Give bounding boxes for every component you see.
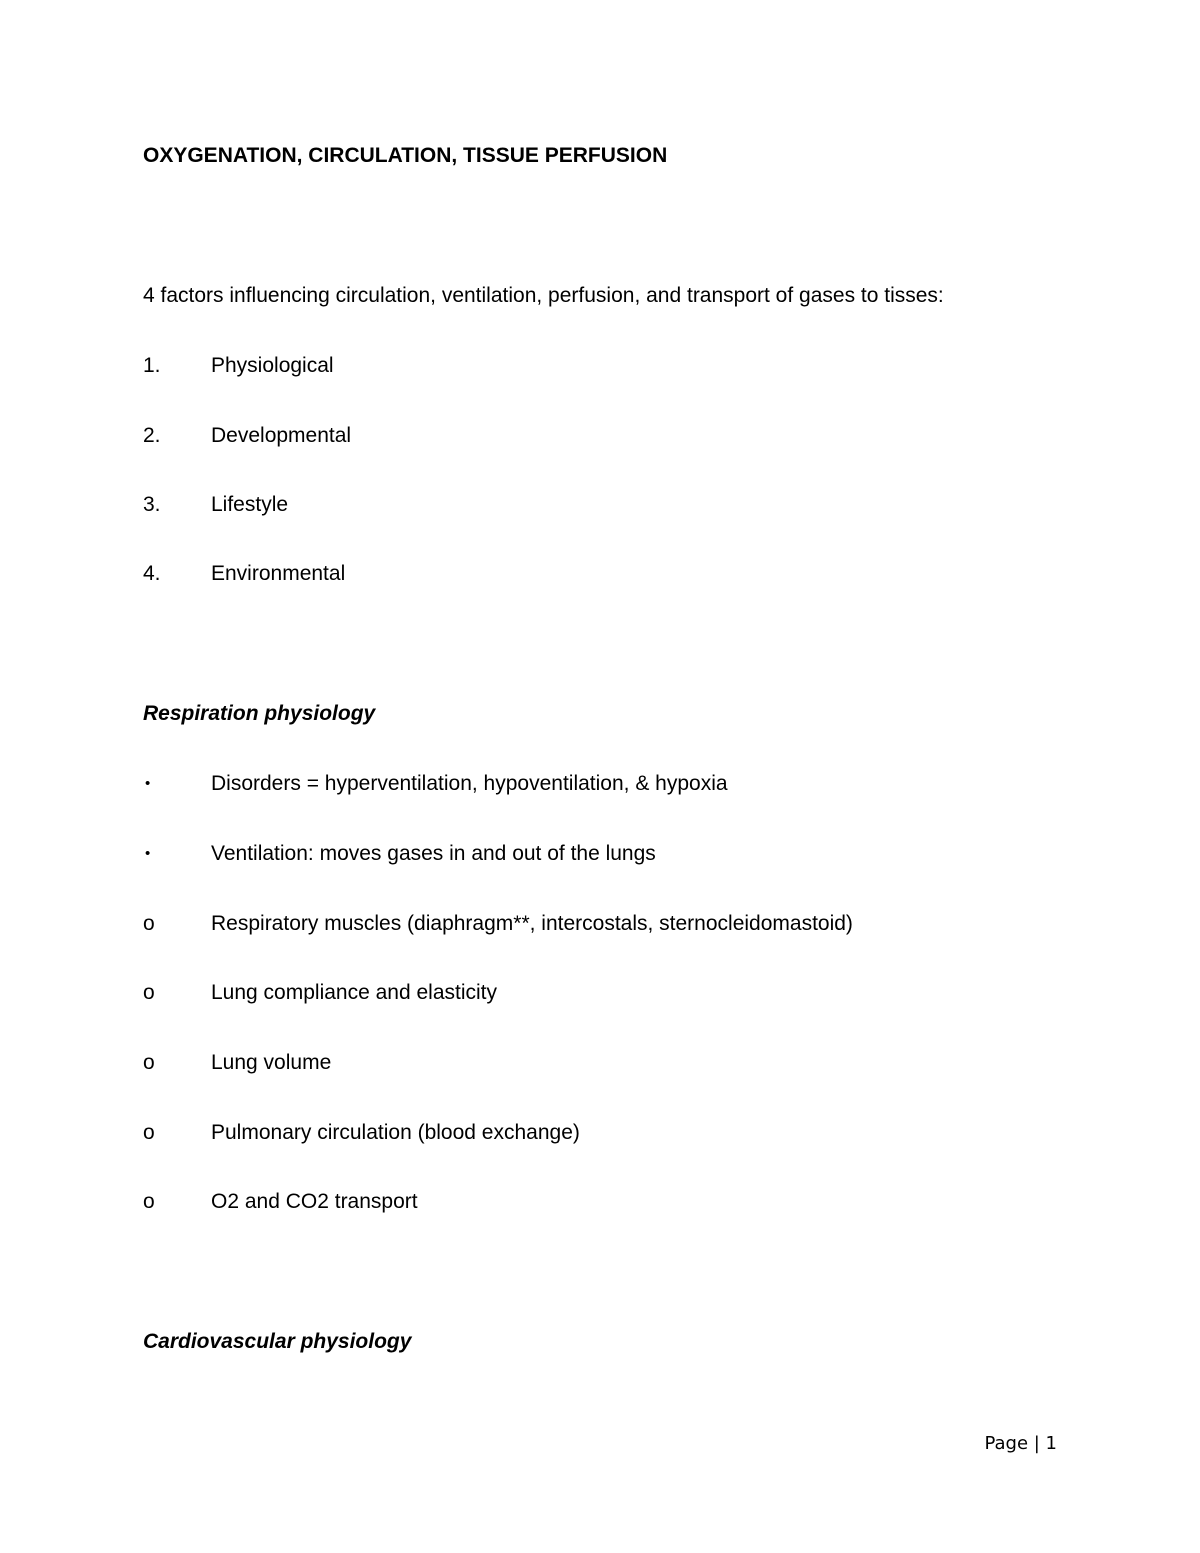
sub-bullet-marker: o (143, 912, 155, 935)
page-number-footer: Page | 1 (984, 1433, 1057, 1454)
bullet-marker: • (145, 845, 151, 862)
list-item-text: Disorders = hyperventilation, hypoventilation, & hypoxia (211, 772, 728, 795)
list-item-text: Lung compliance and elasticity (211, 981, 498, 1004)
list-item-text: O2 and CO2 transport (211, 1190, 418, 1213)
list-item-text: Respiratory muscles (diaphragm**, intercostals, sternocleidomastoid) (211, 912, 853, 935)
intro-paragraph: 4 factors influencing circulation, ventilation, perfusion, and transport of gases to tisses: (143, 284, 944, 307)
list-item-text: Lifestyle (211, 493, 289, 516)
list-marker: 1. (143, 354, 161, 377)
list-item-text: Pulmonary circulation (blood exchange) (211, 1121, 580, 1144)
list-item-text: Developmental (211, 424, 352, 447)
document-title: OXYGENATION, CIRCULATION, TISSUE PERFUSION (143, 144, 668, 167)
list-marker: 4. (143, 562, 161, 585)
list-item-text: Lung volume (211, 1051, 332, 1074)
list-item-text: Ventilation: moves gases in and out of the lungs (211, 842, 656, 865)
bullet-marker: • (145, 775, 151, 792)
sub-bullet-marker: o (143, 1190, 155, 1213)
list-marker: 3. (143, 493, 161, 516)
section-heading-cardiovascular: Cardiovascular physiology (143, 1330, 412, 1353)
sub-bullet-marker: o (143, 1121, 155, 1144)
list-marker: 2. (143, 424, 161, 447)
sub-bullet-marker: o (143, 981, 155, 1004)
list-item-text: Physiological (211, 354, 334, 377)
sub-bullet-marker: o (143, 1051, 155, 1074)
list-item-text: Environmental (211, 562, 346, 585)
section-heading-respiration: Respiration physiology (143, 702, 376, 725)
